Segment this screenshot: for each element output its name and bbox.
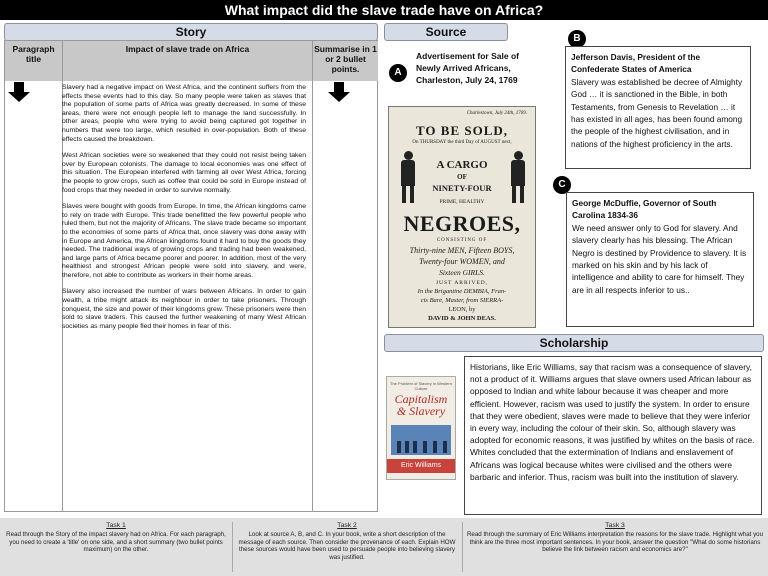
book-illustration <box>391 425 451 455</box>
source-c-text: We need answer only to God for slavery. And slavery clearly has his blessing. The African Negro is destined by Providence to slavery. It is marked on his skin and by his lack of intelligence and ability to care for himself. They are in all respects inferior to us.. <box>572 222 747 295</box>
poster-line: PRIME, HEALTHY <box>439 199 485 205</box>
task-2-title: Task 2 <box>337 522 357 529</box>
source-b-quote <box>565 46 751 169</box>
poster-line: Sixteen GIRLS. <box>439 268 485 277</box>
task-3-text: Read through the summary of Eric Williams interpretation the reasons for the slave trade. Highlight what you think are the three most important sentences. In your book, answer the question "What do some historians believe the link between racism and economics are?" <box>466 530 764 554</box>
story-paragraph-1: Slavery had a negative impact on West Africa, and the continent suffers from the effects these events had to this day. So many people were taken as slaves that the population of some parts of Africa was greatly decreased. In some of these areas, there were not enough people left to manage the land successfully. In other areas, people who were trying to avoid being captured got together in numbers that were too large, which resulted in over-population. Both of these effects caused the breakdown. <box>62 84 306 143</box>
source-c-badge: C <box>553 176 571 194</box>
task-bar <box>0 518 768 576</box>
poster-line: OF <box>457 173 467 181</box>
task-1 <box>0 518 232 576</box>
poster-signature: Charlestown, July 24th, 1769. <box>466 111 527 116</box>
task-1-text: Read through the Story of the impact slavery had on Africa. For each paragraph, you need to create a 'title' on one side, and a short summary (two bullet points maximum) on the other. <box>6 530 226 554</box>
task-3 <box>462 518 768 576</box>
poster-line: NEGROES, <box>403 211 521 236</box>
page-title: What impact did the slave trade have on Africa? <box>0 0 768 20</box>
col-paragraph-title: Paragraph title <box>5 41 63 81</box>
poster-line: DAVID & JOHN DEAS. <box>428 315 496 322</box>
column-divider <box>312 81 313 511</box>
task-2-text: Look at source A, B, and C. In your book, write a short description of the message of each source. Then consider the provenance of each. Explain HOW these sources would have been used to persuade people into believing slavery was justified. <box>238 530 456 562</box>
story-paragraph-2: West African societies were so weakened that they could not resist being taken over by European colonists. The damage to local economies was one effect of this situation. The European interfered with farming all over West Africa, forcing the people to grow crops, such as coffee that could be sold in Europe instead of food crops that they needed in order to survive normally. <box>62 152 306 194</box>
source-b-text: Slavery was established be decree of Almighty God … it is sanctioned in the Bible, in both Testaments, from Genesis to Revelation … it has existed in all ages, has been found among the people of the highest civilisation, and in nations of the highest proficiency in the arts. <box>571 76 743 149</box>
story-paragraph-3: Slaves were bought with goods from Europe. In time, the African kingdoms came to rely on trade with Europe. This trade benefitted the few powerful people who ruled them, but not the majority of Africans. The slave trade became so important to the economies of some parts of Africa that, once slavery was done away with in Europe and America, the African kingdoms found it hard to buy the goods they needed. The traditional ways of growing crops and trading had been weakened, and large parts of Africa became poorer and poorer. In addition, most of the very healthiest and strongest African people were sold into slavery, and were, therefore, not able to contribute as workers in their home areas. <box>62 203 306 279</box>
poster-line: CONSISTING OF <box>436 238 488 243</box>
source-c-quote <box>566 192 754 327</box>
source-header: Source <box>384 23 508 41</box>
poster-line: On THURSDAY the third Day of AUGUST next, <box>412 140 512 145</box>
poster-line: JUST ARRIVED, <box>435 280 489 286</box>
scholarship-header: Scholarship <box>384 334 764 352</box>
book-author: Eric Williams <box>387 459 455 473</box>
poster-line: NINETY-FOUR <box>432 183 492 193</box>
book-title: Capitalism & Slavery <box>394 392 448 418</box>
source-a-caption: Advertisement for Sale of Newly Arrived Africans, Charleston, July 24, 1769 <box>416 51 519 85</box>
source-b-author: Jefferson Davis, President of the Confederate States of America <box>571 52 701 75</box>
slave-sale-advertisement <box>388 106 536 328</box>
poster-line: LEON, by <box>448 306 476 313</box>
col-impact: Impact of slave trade on Africa <box>63 41 313 81</box>
source-c-author: George McDuffie, Governor of South Carolina 1834-36 <box>572 198 717 221</box>
poster-line: Thirty-nine MEN, Fifteen BOYS, <box>409 246 515 255</box>
source-b-badge: B <box>568 30 586 48</box>
poster-line: Twenty-four WOMEN, and <box>419 257 505 266</box>
task-2 <box>232 518 462 576</box>
book-cover-image <box>386 376 456 480</box>
story-paragraph-4: Slavery also increased the number of wars between Africans. In order to gain wealth, a tribe might attack its neighbour in order to take prisoners. Through conquest, the size and power of their kingdoms grew. These prisoners were then sold to slave traders. This caused the further weakening of many West African societies as many people fled their homes in fear of this. <box>62 288 306 330</box>
scholarship-text: Historians, like Eric Williams, say that racism was a consequence of slavery, not a product of it. Williams argues that slave owners used African labour as opposed to Indian and white labour because it was cheaper and more efficient. However, racism was used to justify the system. In order to ensure that they were obedient, slaves were made to believe that they were inferior in every way, including the colour of their skin. So, although slavery was adopted for economic reasons, it was justified by whites on the basis of race. Whites concluded that the extermination of Indians and enslavement of Africans was logical because whites were civilised and the others were barbaric and inferior. Thus, racism was built into the institution of slavery. <box>470 362 755 482</box>
col-summary: Summarise in 1 or 2 bullet points. <box>313 41 378 81</box>
task-1-title: Task 1 <box>106 522 126 529</box>
poster-line: A CARGO <box>436 159 488 171</box>
poster-line: cis Bare, Master, from SIERRA- <box>420 297 504 304</box>
poster-line: TO BE SOLD, <box>415 123 509 138</box>
story-text <box>62 84 306 339</box>
scholarship-text-box <box>464 356 762 515</box>
book-series: The Problem of Slavery in Western Culture <box>390 381 452 391</box>
source-a-badge: A <box>389 64 407 82</box>
task-3-title: Task 3 <box>605 522 625 529</box>
story-header: Story <box>4 23 378 41</box>
poster-line: In the Brigantine DEMBIA, Fran- <box>417 288 507 295</box>
